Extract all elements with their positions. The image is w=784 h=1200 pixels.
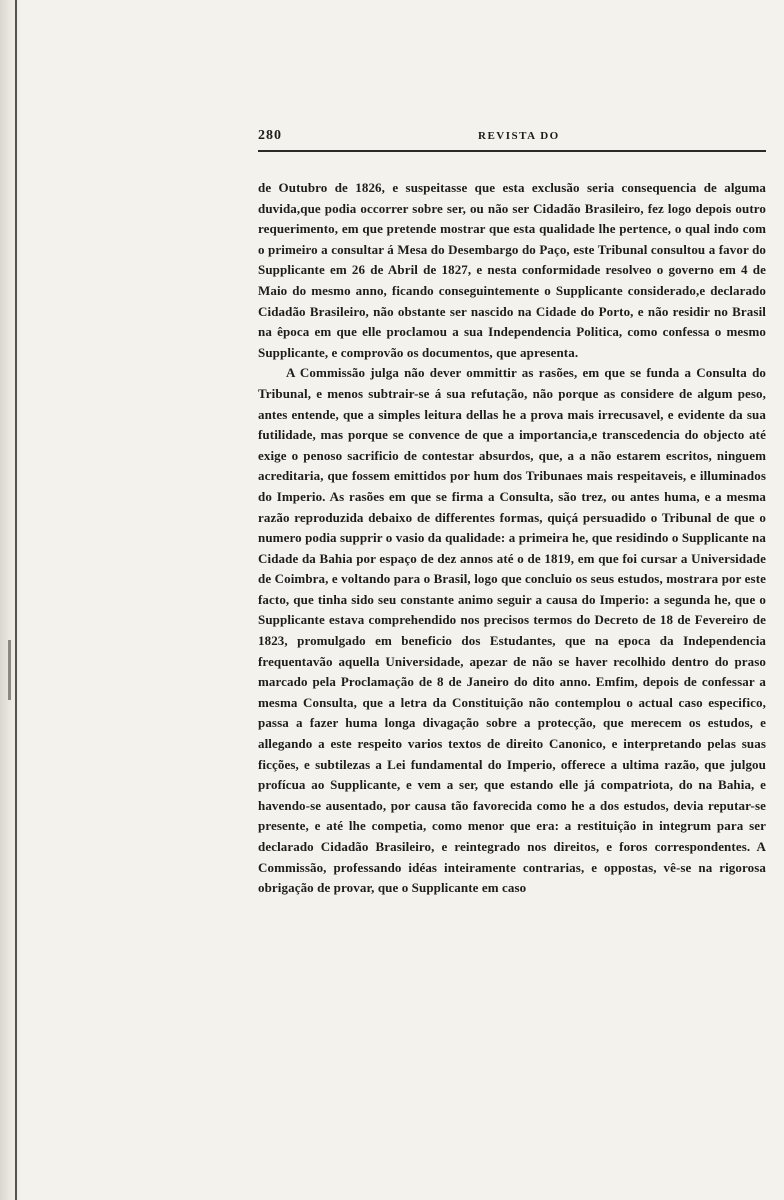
page-number: 280 bbox=[258, 128, 282, 143]
paragraph-continuation: de Outubro de 1826, e suspeitasse que esta exclusão seria consequencia de alguma duvida,que podia occorrer sobre ser, ou não ser Cidadão Brasileiro, fez logo depois outro requerimento, em que pretende mostrar que esta qualidade lhe pertence, o qual indo com o primeiro a consultar á Mesa do Desembargo do Paço, este Tribunal consultou a favor do Supplicante em 26 de Abril de 1827, e nesta conformidade resolveo o governo em 4 de Maio do mesmo anno, ficando conseguintemente o Supplicante considerado,e declarado Cidadão Brasileiro, não obstante ser nascido na Cidade do Porto, e não residir no Brasil na êpoca em que elle proclamou a sua Independencia Politica, como confessa o mesmo Supplicante, e comprovão os documentos, que apresenta. bbox=[258, 180, 766, 360]
header-rule bbox=[258, 150, 766, 152]
paragraph-commission: A Commissão julga não dever ommittir as rasões, em que se funda a Consulta do Tribunal, e menos subtrair-se á sua refutação, não porque as considere de algum peso, antes entende, que a simples leitura dellas he a prova mais irrecusavel, e evidente da sua futilidade, mas porque se convence de que a importancia,e transcedencia do objecto até exige o penoso sacrificio de contestar absurdos, que, a a não estarem escritos, ninguem acreditaria, que fossem emittidos por hum dos Tribunaes mais respeitaveis, e illuminados do Imperio. As rasões em que se firma a Consulta, são trez, ou antes huma, e a mesma razão reproduzida debaixo de differentes formas, quiçá persuadido o Tribunal de que o numero podia supprir o vasio da qualidade: a primeira he, que residindo o Supplicante na Cidade da Bahia por espaço de dez annos até o de 1819, em que foi cursar a Universidade de Coimbra, e voltando para o Brasil, logo que concluio os seus estudos, mostrara por este facto, que tinha sido seu constante animo seguir a causa do Imperio: a segunda he, que o Supplicante estava comprehendido nos precisos termos do Decreto de 18 de Fevereiro de 1823, promulgado em beneficio dos Estudantes, que na epoca da Independencia frequentavão aquella Universidade, apezar de não se haver recolhido dentro do praso marcado pela Proclamação de 8 de Janeiro do dito anno. Emfim, depois de confessar a mesma Consulta, que a letra da Constituição não contemplou o actual caso especifico, passa a fazer huma longa divagação sobre a protecção, que merecem os estudos, e allegando a este respeito varios textos de direito Canonico, e interpretando pelas suas ficções, e subtilezas a Lei fundamental do Imperio, offerece a ultima razão, que julgou profícua ao Supplicante, e vem a ser, que estando elle já compatriota, do na Bahia, e havendo-se ausentado, por causa tão favorecida como he a dos estudos, devia reputar-se presente, e até lhe competia, como menor que era: a restituição in integrum para ser declarado Cidadão Brasileiro, e reintegrado nos direitos, e foros correspondentes. A Commissão, professando idéas inteiramente contrarias, e oppostas, vê-se na rigorosa obrigação de provar, que o Supplicante em caso bbox=[258, 365, 766, 896]
binding-gutter-line bbox=[15, 0, 17, 1200]
running-head bbox=[258, 124, 766, 148]
body-text bbox=[258, 178, 766, 899]
running-title: REVISTA DO bbox=[478, 130, 560, 142]
page-edge-shadow bbox=[0, 0, 22, 1200]
binding-gutter-mark bbox=[8, 640, 11, 700]
book-page bbox=[258, 124, 766, 896]
